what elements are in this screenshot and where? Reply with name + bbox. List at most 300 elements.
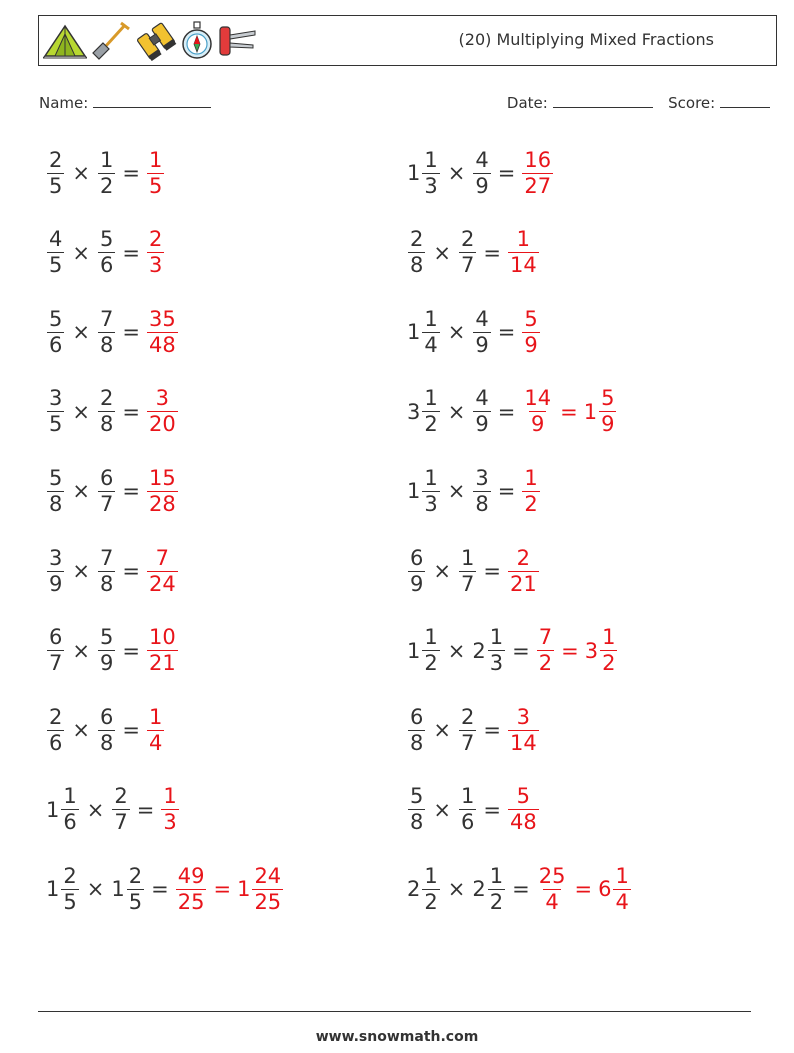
denominator: 25 bbox=[254, 889, 282, 914]
fraction bbox=[147, 704, 164, 755]
denominator: 28 bbox=[148, 491, 176, 516]
operand-b bbox=[472, 147, 491, 198]
numerator: 2 bbox=[63, 863, 77, 888]
answer bbox=[146, 545, 179, 596]
numerator: 5 bbox=[524, 306, 538, 331]
denominator: 3 bbox=[424, 491, 438, 516]
name-label: Name: bbox=[39, 94, 89, 112]
operand-a bbox=[46, 704, 65, 755]
numerator: 1 bbox=[489, 863, 504, 888]
operand-a bbox=[407, 704, 426, 755]
answer bbox=[146, 147, 165, 198]
equals-sign: = bbox=[574, 877, 593, 902]
numerator: 1 bbox=[63, 784, 77, 809]
problem-left-10 bbox=[46, 861, 284, 917]
equals-sign: = bbox=[497, 161, 516, 185]
operand-a bbox=[46, 465, 65, 516]
answer-mixed bbox=[584, 388, 618, 435]
fraction bbox=[408, 229, 425, 276]
problem-right-10 bbox=[407, 861, 632, 917]
fraction bbox=[599, 388, 616, 435]
equals-sign: = bbox=[151, 877, 169, 902]
denominator: 14 bbox=[509, 730, 537, 755]
date-blank[interactable] bbox=[553, 93, 653, 108]
answer-fraction bbox=[521, 147, 554, 198]
equals-sign: = bbox=[483, 797, 501, 822]
name-field[interactable] bbox=[39, 93, 211, 112]
operand-b bbox=[97, 465, 116, 516]
whole-number: 1 bbox=[583, 399, 598, 424]
denominator: 3 bbox=[148, 253, 163, 278]
times-sign: × bbox=[72, 479, 90, 504]
numerator: 5 bbox=[410, 784, 424, 809]
fraction bbox=[176, 863, 207, 914]
problem-left-8 bbox=[46, 702, 165, 758]
whole-number: 1 bbox=[407, 320, 421, 345]
fraction bbox=[47, 627, 64, 674]
fraction bbox=[47, 704, 64, 755]
equals-sign: = bbox=[560, 399, 578, 424]
equals-sign: = bbox=[483, 240, 501, 265]
problem-left-6 bbox=[46, 543, 179, 599]
denominator: 8 bbox=[99, 730, 114, 755]
denominator: 5 bbox=[63, 889, 77, 914]
answer-fraction bbox=[160, 786, 179, 833]
answer-mixed bbox=[598, 863, 632, 914]
operand-a bbox=[407, 627, 441, 674]
fraction bbox=[508, 786, 539, 833]
worksheet-title: (20) Multiplying Mixed Fractions bbox=[458, 30, 714, 49]
equals-sign: = bbox=[561, 638, 579, 663]
denominator: 6 bbox=[63, 810, 77, 835]
fraction bbox=[473, 388, 490, 435]
numerator: 1 bbox=[516, 227, 531, 252]
fraction bbox=[537, 627, 554, 674]
times-sign: × bbox=[447, 638, 466, 663]
answer-fraction bbox=[521, 465, 540, 516]
fraction bbox=[98, 229, 115, 276]
whole-number: 1 bbox=[46, 877, 60, 902]
answer-fraction bbox=[521, 306, 540, 357]
equals-sign: = bbox=[122, 320, 140, 345]
fraction bbox=[47, 229, 64, 276]
numerator: 6 bbox=[410, 704, 424, 729]
operand-a bbox=[46, 786, 80, 833]
denominator: 7 bbox=[114, 810, 128, 835]
fraction bbox=[459, 229, 476, 276]
denominator: 3 bbox=[424, 173, 438, 198]
operand-b bbox=[97, 545, 116, 596]
operand-b bbox=[97, 704, 116, 755]
problem-right-3 bbox=[407, 304, 541, 360]
problem-left-9 bbox=[46, 782, 180, 838]
problem-right-6 bbox=[407, 543, 540, 599]
numerator: 2 bbox=[114, 784, 128, 809]
answer-fraction bbox=[536, 863, 569, 914]
date-score-fields bbox=[507, 93, 770, 112]
denominator: 2 bbox=[489, 889, 504, 914]
answer-fraction bbox=[536, 627, 555, 674]
whole-number: 6 bbox=[598, 877, 612, 902]
denominator: 4 bbox=[424, 332, 438, 357]
problem-right-4 bbox=[407, 384, 617, 440]
whole-number: 1 bbox=[237, 877, 251, 902]
numerator: 4 bbox=[475, 147, 489, 172]
equals-sign: = bbox=[483, 559, 501, 583]
fraction bbox=[459, 786, 476, 833]
answer bbox=[146, 306, 179, 357]
whole-number: 1 bbox=[407, 479, 421, 504]
operand-a bbox=[46, 306, 65, 357]
numerator: 5 bbox=[516, 784, 531, 809]
equals-sign: = bbox=[122, 638, 140, 663]
denominator: 24 bbox=[148, 571, 176, 596]
fraction bbox=[98, 627, 115, 674]
whole-number: 1 bbox=[46, 797, 60, 822]
fraction bbox=[459, 545, 476, 596]
numerator: 1 bbox=[602, 625, 616, 650]
numerator: 4 bbox=[49, 227, 63, 252]
denominator: 6 bbox=[99, 253, 114, 278]
denominator: 21 bbox=[509, 571, 537, 596]
numerator: 1 bbox=[460, 545, 475, 570]
fraction bbox=[408, 786, 425, 833]
tent-icon bbox=[43, 22, 87, 60]
fraction bbox=[522, 306, 539, 357]
compass-icon bbox=[181, 21, 213, 61]
answer bbox=[160, 786, 179, 833]
operand-a bbox=[407, 388, 441, 435]
problem-right-7 bbox=[407, 623, 618, 679]
fraction bbox=[112, 786, 129, 833]
fraction bbox=[47, 545, 64, 596]
denominator: 48 bbox=[509, 810, 537, 835]
answer-fraction bbox=[521, 388, 554, 435]
numerator: 4 bbox=[475, 386, 489, 411]
answer-fraction bbox=[175, 863, 208, 914]
answer bbox=[521, 147, 554, 198]
problem-right-2 bbox=[407, 225, 540, 281]
fraction bbox=[537, 863, 568, 914]
problem-left-3 bbox=[46, 304, 179, 360]
fraction bbox=[47, 388, 64, 435]
denominator: 48 bbox=[148, 332, 176, 357]
answer-fraction bbox=[146, 465, 179, 516]
numerator: 3 bbox=[49, 386, 63, 411]
operand-b bbox=[458, 545, 477, 596]
numerator: 49 bbox=[177, 863, 205, 888]
answer-fraction bbox=[507, 229, 540, 276]
answer-fraction bbox=[146, 147, 165, 198]
numerator: 4 bbox=[475, 306, 489, 331]
times-sign: × bbox=[447, 161, 466, 185]
equals-sign: = bbox=[122, 240, 140, 265]
numerator: 2 bbox=[128, 863, 143, 888]
times-sign: × bbox=[86, 797, 105, 822]
denominator: 5 bbox=[148, 173, 163, 198]
operand-a bbox=[407, 147, 441, 198]
denominator: 9 bbox=[475, 173, 489, 198]
denominator: 5 bbox=[49, 173, 63, 198]
fraction bbox=[522, 147, 553, 198]
numerator: 3 bbox=[475, 465, 489, 490]
equals-sign: = bbox=[483, 718, 501, 743]
answer-fraction bbox=[146, 545, 179, 596]
numerator: 2 bbox=[49, 704, 63, 729]
times-sign: × bbox=[447, 479, 466, 504]
operand-b bbox=[458, 704, 477, 755]
fraction bbox=[522, 388, 553, 435]
denominator: 2 bbox=[538, 651, 553, 676]
name-blank[interactable] bbox=[93, 93, 211, 108]
fraction bbox=[98, 545, 115, 596]
operand-b bbox=[472, 627, 506, 674]
fraction bbox=[522, 465, 539, 516]
numerator: 1 bbox=[615, 863, 629, 888]
times-sign: × bbox=[433, 718, 451, 743]
equals-sign: = bbox=[497, 399, 516, 424]
numerator: 1 bbox=[424, 386, 438, 411]
denominator: 8 bbox=[410, 810, 424, 835]
fraction bbox=[422, 388, 439, 435]
problem-left-2 bbox=[46, 225, 165, 281]
denominator: 5 bbox=[49, 412, 63, 437]
denominator: 2 bbox=[602, 651, 616, 676]
problem-left-4 bbox=[46, 384, 179, 440]
numerator: 15 bbox=[148, 465, 176, 490]
denominator: 27 bbox=[524, 173, 552, 198]
fraction bbox=[61, 863, 78, 914]
times-sign: × bbox=[72, 718, 90, 743]
score-label: Score: bbox=[668, 94, 716, 112]
fraction bbox=[47, 465, 64, 516]
denominator: 2 bbox=[99, 173, 114, 198]
fraction bbox=[459, 704, 476, 755]
denominator: 3 bbox=[489, 651, 504, 676]
footer-divider bbox=[38, 1011, 751, 1012]
fraction bbox=[47, 306, 64, 357]
numerator: 6 bbox=[410, 545, 424, 570]
equals-sign: = bbox=[122, 718, 140, 743]
answer bbox=[146, 465, 179, 516]
answer-fraction bbox=[146, 306, 179, 357]
equals-sign: = bbox=[512, 638, 530, 663]
answer-fraction bbox=[507, 786, 540, 833]
answer bbox=[536, 863, 632, 914]
whole-number: 2 bbox=[407, 877, 421, 902]
whole-number: 2 bbox=[472, 638, 486, 663]
times-sign: × bbox=[447, 877, 466, 902]
operand-b bbox=[472, 306, 491, 357]
fraction bbox=[161, 786, 178, 833]
operand-a bbox=[407, 229, 426, 276]
operand-a bbox=[46, 229, 65, 276]
fraction bbox=[613, 863, 630, 914]
operand-b bbox=[97, 388, 116, 435]
fraction bbox=[600, 627, 617, 674]
answer bbox=[521, 388, 617, 435]
answer-fraction bbox=[146, 388, 179, 435]
answer-fraction bbox=[507, 704, 540, 755]
numerator: 1 bbox=[524, 465, 538, 490]
fraction bbox=[147, 627, 178, 674]
denominator: 9 bbox=[531, 412, 545, 437]
answer-fraction bbox=[507, 545, 540, 596]
answer bbox=[507, 704, 540, 755]
numerator: 3 bbox=[155, 386, 170, 411]
operand-b bbox=[111, 863, 145, 914]
fraction bbox=[147, 465, 178, 516]
equals-sign: = bbox=[122, 559, 140, 583]
denominator: 2 bbox=[424, 651, 438, 676]
denominator: 8 bbox=[99, 332, 114, 357]
problem-right-1 bbox=[407, 145, 554, 201]
denominator: 9 bbox=[524, 332, 538, 357]
problem-right-9 bbox=[407, 782, 540, 838]
denominator: 7 bbox=[460, 253, 475, 278]
times-sign: × bbox=[72, 638, 90, 663]
operand-b bbox=[472, 388, 491, 435]
numerator: 3 bbox=[516, 704, 531, 729]
equals-sign: = bbox=[122, 161, 140, 185]
fraction bbox=[422, 147, 439, 198]
operand-b bbox=[458, 229, 477, 276]
denominator: 6 bbox=[460, 810, 475, 835]
numerator: 5 bbox=[99, 625, 114, 650]
denominator: 20 bbox=[148, 412, 176, 437]
fraction bbox=[98, 465, 115, 516]
numerator: 35 bbox=[148, 306, 176, 331]
times-sign: × bbox=[86, 877, 105, 902]
equals-sign: = bbox=[497, 320, 516, 345]
denominator: 4 bbox=[615, 889, 629, 914]
answer bbox=[146, 388, 179, 435]
fraction bbox=[408, 704, 425, 755]
times-sign: × bbox=[72, 320, 90, 345]
numerator: 25 bbox=[538, 863, 566, 888]
operand-a bbox=[46, 147, 65, 198]
problem-right-8 bbox=[407, 702, 540, 758]
whole-number: 3 bbox=[584, 638, 599, 663]
equals-sign: = bbox=[122, 479, 140, 504]
whole-number: 1 bbox=[407, 161, 421, 185]
times-sign: × bbox=[72, 240, 90, 265]
times-sign: × bbox=[447, 320, 466, 345]
whole-number: 1 bbox=[407, 638, 421, 663]
numerator: 1 bbox=[99, 147, 114, 172]
equals-sign: = bbox=[512, 877, 530, 902]
answer-fraction bbox=[146, 704, 165, 755]
fraction bbox=[508, 545, 539, 596]
operand-a bbox=[46, 388, 65, 435]
problem-left-7 bbox=[46, 623, 179, 679]
problem-left-5 bbox=[46, 463, 179, 519]
answer-fraction bbox=[146, 229, 165, 276]
denominator: 8 bbox=[410, 253, 424, 278]
denominator: 2 bbox=[424, 889, 438, 914]
whole-number: 3 bbox=[407, 399, 421, 424]
fraction bbox=[127, 863, 144, 914]
numerator: 2 bbox=[49, 147, 63, 172]
fraction bbox=[473, 465, 490, 516]
operand-b bbox=[472, 863, 506, 914]
shovel-icon bbox=[91, 21, 131, 61]
whole-number: 2 bbox=[472, 877, 486, 902]
times-sign: × bbox=[433, 240, 451, 265]
fraction bbox=[422, 306, 439, 357]
problem-left-1 bbox=[46, 145, 165, 201]
date-label: Date: bbox=[506, 94, 548, 112]
numerator: 5 bbox=[99, 227, 114, 252]
answer-mixed bbox=[237, 863, 284, 914]
times-sign: × bbox=[72, 399, 90, 424]
worksheet-header bbox=[38, 15, 777, 66]
fraction bbox=[47, 147, 64, 198]
numerator: 5 bbox=[49, 306, 63, 331]
denominator: 8 bbox=[99, 571, 114, 596]
equals-sign: = bbox=[213, 877, 232, 902]
numerator: 1 bbox=[424, 863, 438, 888]
numerator: 24 bbox=[254, 863, 282, 888]
denominator: 9 bbox=[601, 412, 615, 437]
numerator: 1 bbox=[163, 784, 177, 809]
problem-right-5 bbox=[407, 463, 541, 519]
answer-mixed bbox=[585, 627, 619, 674]
numerator: 2 bbox=[148, 227, 163, 252]
fraction bbox=[488, 863, 505, 914]
numerator: 2 bbox=[410, 227, 424, 252]
score-blank[interactable] bbox=[720, 93, 770, 108]
answer bbox=[521, 306, 540, 357]
denominator: 4 bbox=[148, 730, 163, 755]
answer bbox=[507, 786, 540, 833]
denominator: 5 bbox=[49, 253, 63, 278]
times-sign: × bbox=[72, 161, 90, 185]
numerator: 1 bbox=[424, 147, 438, 172]
denominator: 3 bbox=[163, 810, 177, 835]
denominator: 8 bbox=[99, 412, 114, 437]
denominator: 2 bbox=[424, 412, 438, 437]
denominator: 25 bbox=[177, 889, 205, 914]
equals-sign: = bbox=[122, 399, 140, 424]
fraction bbox=[508, 229, 539, 276]
operand-b bbox=[97, 229, 116, 276]
operand-a bbox=[407, 465, 441, 516]
numerator: 1 bbox=[424, 625, 438, 650]
answer bbox=[146, 704, 165, 755]
fraction bbox=[147, 388, 178, 435]
numerator: 1 bbox=[489, 625, 504, 650]
numerator: 3 bbox=[49, 545, 63, 570]
fraction bbox=[488, 627, 505, 674]
knife-icon bbox=[217, 21, 257, 61]
denominator: 6 bbox=[49, 332, 63, 357]
denominator: 9 bbox=[49, 571, 63, 596]
times-sign: × bbox=[433, 559, 451, 583]
fraction bbox=[98, 388, 115, 435]
answer bbox=[146, 627, 179, 674]
denominator: 8 bbox=[49, 491, 63, 516]
numerator: 10 bbox=[148, 625, 176, 650]
numerator: 6 bbox=[49, 625, 63, 650]
numerator: 6 bbox=[99, 465, 114, 490]
fraction bbox=[408, 545, 425, 596]
denominator: 14 bbox=[509, 253, 537, 278]
fraction bbox=[473, 147, 490, 198]
numerator: 7 bbox=[99, 545, 114, 570]
fraction bbox=[98, 306, 115, 357]
denominator: 7 bbox=[99, 491, 114, 516]
